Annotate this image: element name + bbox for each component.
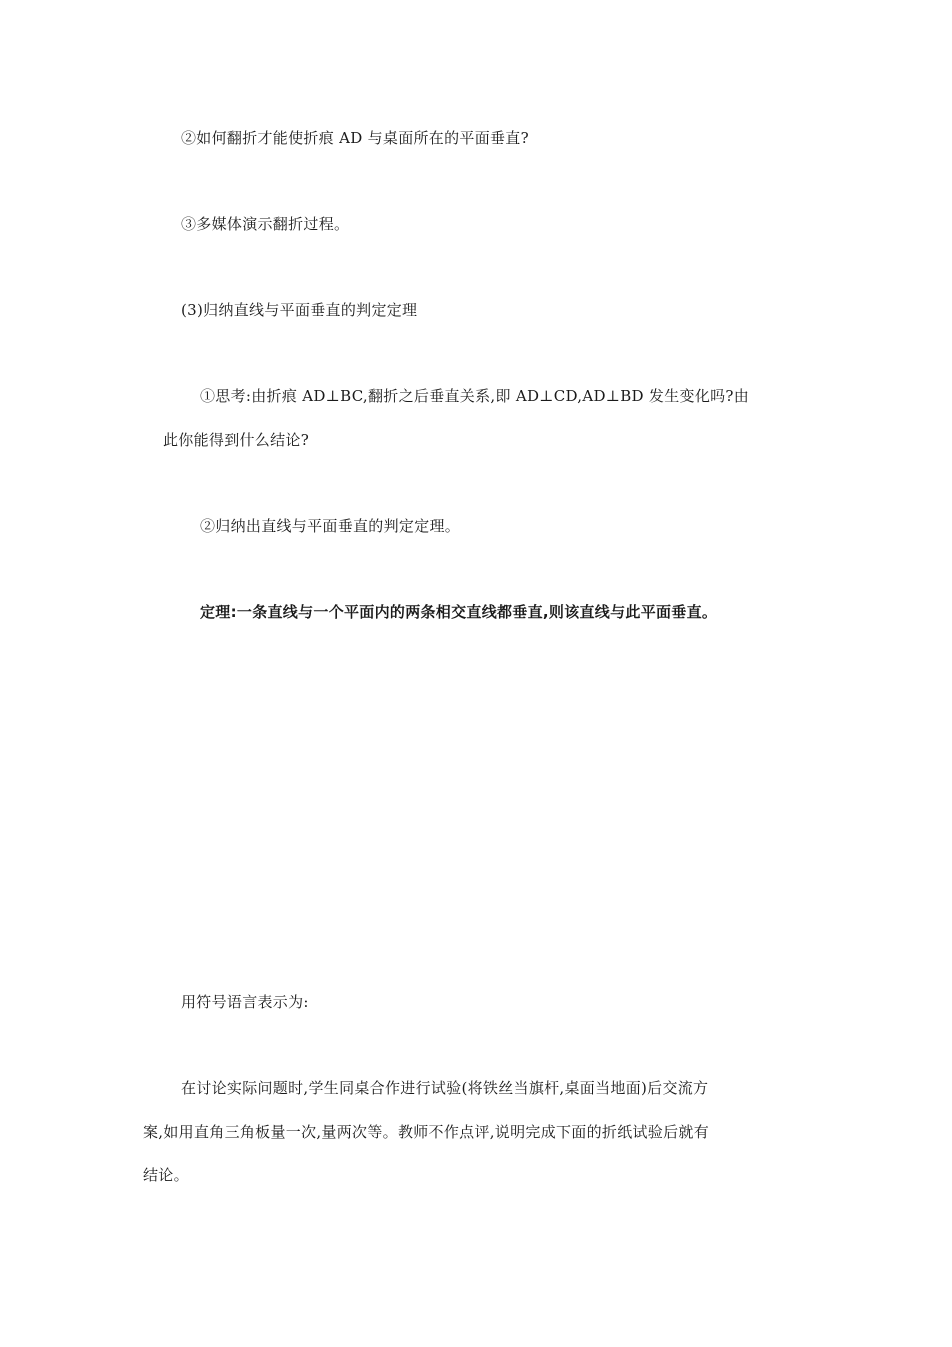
think-question-line-2: 此你能得到什么结论? [163,431,310,449]
discussion-paragraph-line-1: 在讨论实际问题时,学生同桌合作进行试验(将铁丝当旗杆,桌面当地面)后交流方 [181,1079,709,1097]
section-heading: (3)归纳直线与平面垂直的判定定理 [181,301,418,319]
multimedia-demo-line: ③多媒体演示翻折过程。 [181,215,350,233]
theorem-statement: 定理:一条直线与一个平面内的两条相交直线都垂直,则该直线与此平面垂直。 [200,603,718,621]
think-question-line-1: ①思考:由折痕 AD⊥BC,翻折之后垂直关系,即 AD⊥CD,AD⊥BD 发生变化吗?由 [200,387,750,405]
summarize-theorem-line: ②归纳出直线与平面垂直的判定定理。 [200,517,461,535]
discussion-paragraph-line-2: 案,如用直角三角板量一次,量两次等。教师不作点评,说明完成下面的折纸试验后就有 [143,1123,710,1141]
symbolic-language-line: 用符号语言表示为: [181,993,309,1011]
question-fold-perpendicular: ②如何翻折才能使折痕 AD 与桌面所在的平面垂直? [181,129,529,147]
discussion-paragraph-line-3: 结论。 [143,1166,189,1184]
